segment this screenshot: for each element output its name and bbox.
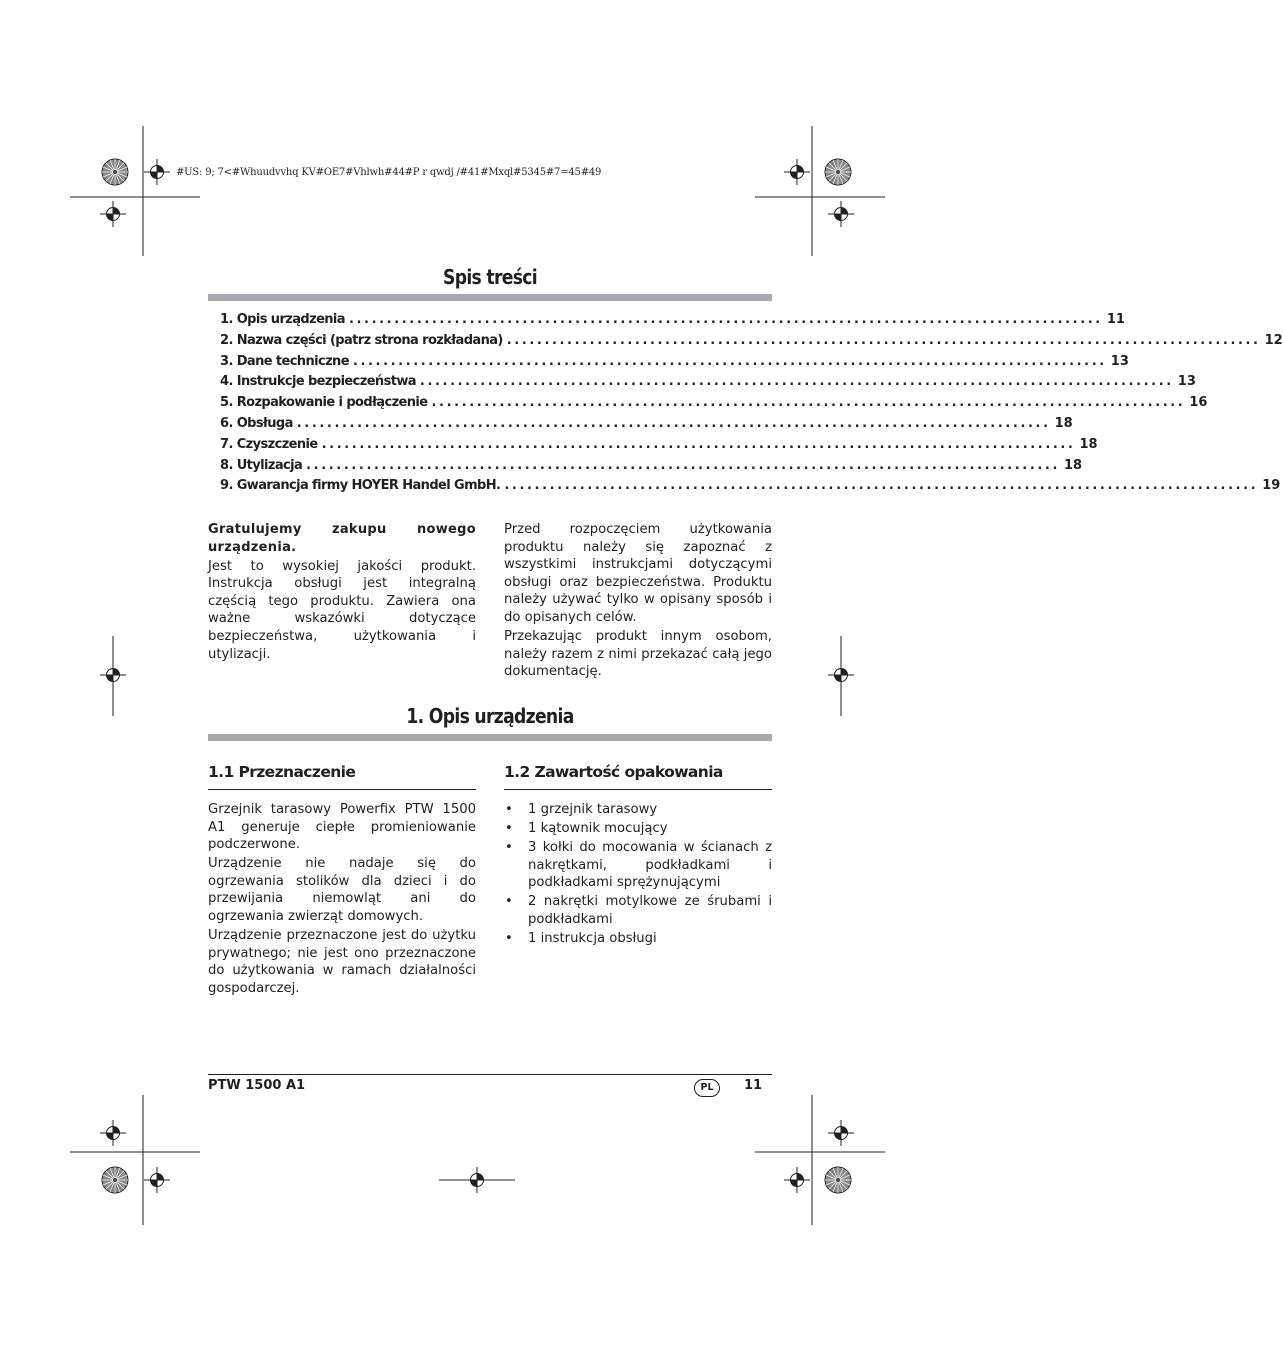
toc-entry[interactable] xyxy=(220,436,1098,458)
section-1-1-rule xyxy=(208,789,476,790)
toc-entry-label: 9. Gwarancja firmy HOYER Handel GmbH. xyxy=(220,478,501,494)
toc-entry-page: 16 xyxy=(1189,395,1208,411)
toc-entry[interactable] xyxy=(220,415,1073,437)
purpose-paragraph-1: Grzejnik tarasowy Powerfix PTW 1500 A1 generuje ciepłe promieniowanie podczerwone. xyxy=(208,802,476,853)
list-item xyxy=(504,930,772,948)
section-1-1-body xyxy=(208,801,476,999)
section-1-1-heading: 1.1 Przeznaczenie xyxy=(208,763,356,781)
toc-entry[interactable] xyxy=(220,478,1281,499)
section-1-title: 1. Opis urządzenia xyxy=(406,704,574,728)
toc-title: Spis treści xyxy=(443,265,537,289)
section-1-2-rule xyxy=(504,789,772,790)
toc-dot-leader: .................................................................................................... xyxy=(504,478,1259,494)
toc-entry-label: 7. Czyszczenie xyxy=(220,436,318,452)
bullet: • xyxy=(505,931,513,947)
list-item-text: 3 kołki do mocowania w ścianach z nakrętkami, podkładkami i podkładkami sprężynującymi xyxy=(528,840,772,891)
toc-dot-leader: .................................................................................................... xyxy=(352,353,1107,369)
list-item xyxy=(504,820,772,838)
intro-left-column xyxy=(208,521,476,665)
section-1-2-body xyxy=(504,801,772,949)
toc-entry[interactable] xyxy=(220,312,1125,333)
list-item-text: 2 nakrętki motylkowe ze śrubami i podkładkami xyxy=(528,894,772,928)
list-item xyxy=(504,893,772,928)
toc-entry[interactable] xyxy=(220,457,1083,479)
toc-entry-page: 18 xyxy=(1079,436,1098,452)
toc-dot-leader: .................................................................................................... xyxy=(321,436,1076,452)
toc-entry[interactable] xyxy=(220,353,1129,375)
toc-entry-page: 18 xyxy=(1054,415,1073,431)
toc-entry-label: 6. Obsługa xyxy=(220,415,293,431)
purpose-paragraph-3: Urządzenie przeznaczone jest do użytku prywatnego; nie jest ono przeznaczone do użytkowania w ramach działalności gospodarczej. xyxy=(208,928,476,996)
toc-entry-page: 18 xyxy=(1064,457,1083,473)
intro-right-paragraph-1: Przed rozpoczęciem użytkowania produktu należy się zapoznać z wszystkimi instrukcjami dotyczącymi obsługi oraz bezpieczeństwa. Produktu należy używać tylko w opisany sposób i do opisanych celów. xyxy=(504,522,772,625)
toc-dot-leader: .................................................................................................... xyxy=(306,457,1060,473)
toc-entry-page: 13 xyxy=(1110,353,1129,369)
intro-lead: Gratulujemy zakupu nowego urządzenia. xyxy=(208,522,476,555)
footer-rule xyxy=(208,1074,772,1075)
page-number: 11 xyxy=(744,1078,763,1093)
package-contents-list xyxy=(504,801,772,948)
table-of-contents xyxy=(220,312,1283,499)
intro-right-paragraph-2: Przekazując produkt innym osobom, należy razem z nimi przekazać całą jego dokumentację. xyxy=(504,629,772,680)
list-item-text: 1 grzejnik tarasowy xyxy=(528,802,658,817)
toc-dot-leader: .................................................................................................... xyxy=(506,332,1261,348)
bullet: • xyxy=(505,840,513,856)
toc-entry-label: 1. Opis urządzenia xyxy=(220,312,345,327)
toc-entry[interactable] xyxy=(220,332,1283,354)
list-item-text: 1 instrukcja obsługi xyxy=(528,931,657,947)
toc-entry[interactable] xyxy=(220,395,1208,416)
list-item xyxy=(504,801,772,819)
toc-title-bar xyxy=(208,294,772,301)
toc-entry-page: 13 xyxy=(1177,374,1196,390)
list-item-text: 1 kątownik mocujący xyxy=(528,821,668,837)
bullet: • xyxy=(505,821,513,837)
toc-entry[interactable] xyxy=(220,374,1196,395)
language-badge: PL xyxy=(694,1079,720,1097)
footer-model: PTW 1500 A1 xyxy=(208,1078,306,1093)
toc-entry-label: 5. Rozpakowanie i podłączenie xyxy=(220,395,428,411)
toc-dot-leader: .................................................................................................... xyxy=(296,415,1051,431)
toc-dot-leader: .................................................................................................... xyxy=(431,395,1186,411)
section-1-2-heading: 1.2 Zawartość opakowania xyxy=(504,763,723,781)
print-slug-text: #US: 9; 7<#Whuudvvhq KV#OE7#Vhlwh#44#P r qwdj /#41#Mxql#5345#7=45#49 xyxy=(176,167,602,178)
toc-entry-label: 8. Utylizacja xyxy=(220,457,303,473)
toc-entry-label: 2. Nazwa części (patrz strona rozkładana) xyxy=(220,332,503,348)
intro-right-column xyxy=(504,521,772,682)
toc-dot-leader: .................................................................................................... xyxy=(419,374,1174,390)
bullet: • xyxy=(505,894,513,910)
toc-entry-label: 3. Dane techniczne xyxy=(220,353,349,369)
toc-entry-label: 4. Instrukcje bezpieczeństwa xyxy=(220,374,416,390)
section-1-title-bar xyxy=(208,734,772,741)
toc-dot-leader: .................................................................................................... xyxy=(348,312,1103,327)
list-item xyxy=(504,839,772,892)
toc-entry-page: 12 xyxy=(1264,332,1283,348)
toc-entry-page: 11 xyxy=(1106,312,1125,327)
bullet: • xyxy=(505,802,513,817)
purpose-paragraph-2: Urządzenie nie nadaje się do ogrzewania stolików dla dzieci i do przewijania niemowląt ani do ogrzewania zwierząt domowych. xyxy=(208,856,476,925)
toc-entry-page: 19 xyxy=(1262,478,1281,494)
intro-left-text: Jest to wysokiej jakości produkt. Instrukcja obsługi jest integralną częścią tego produktu. Zawiera ona ważne wskazówki dotyczące bezpieczeństwa, użytkowania i utylizacji. xyxy=(208,558,476,662)
